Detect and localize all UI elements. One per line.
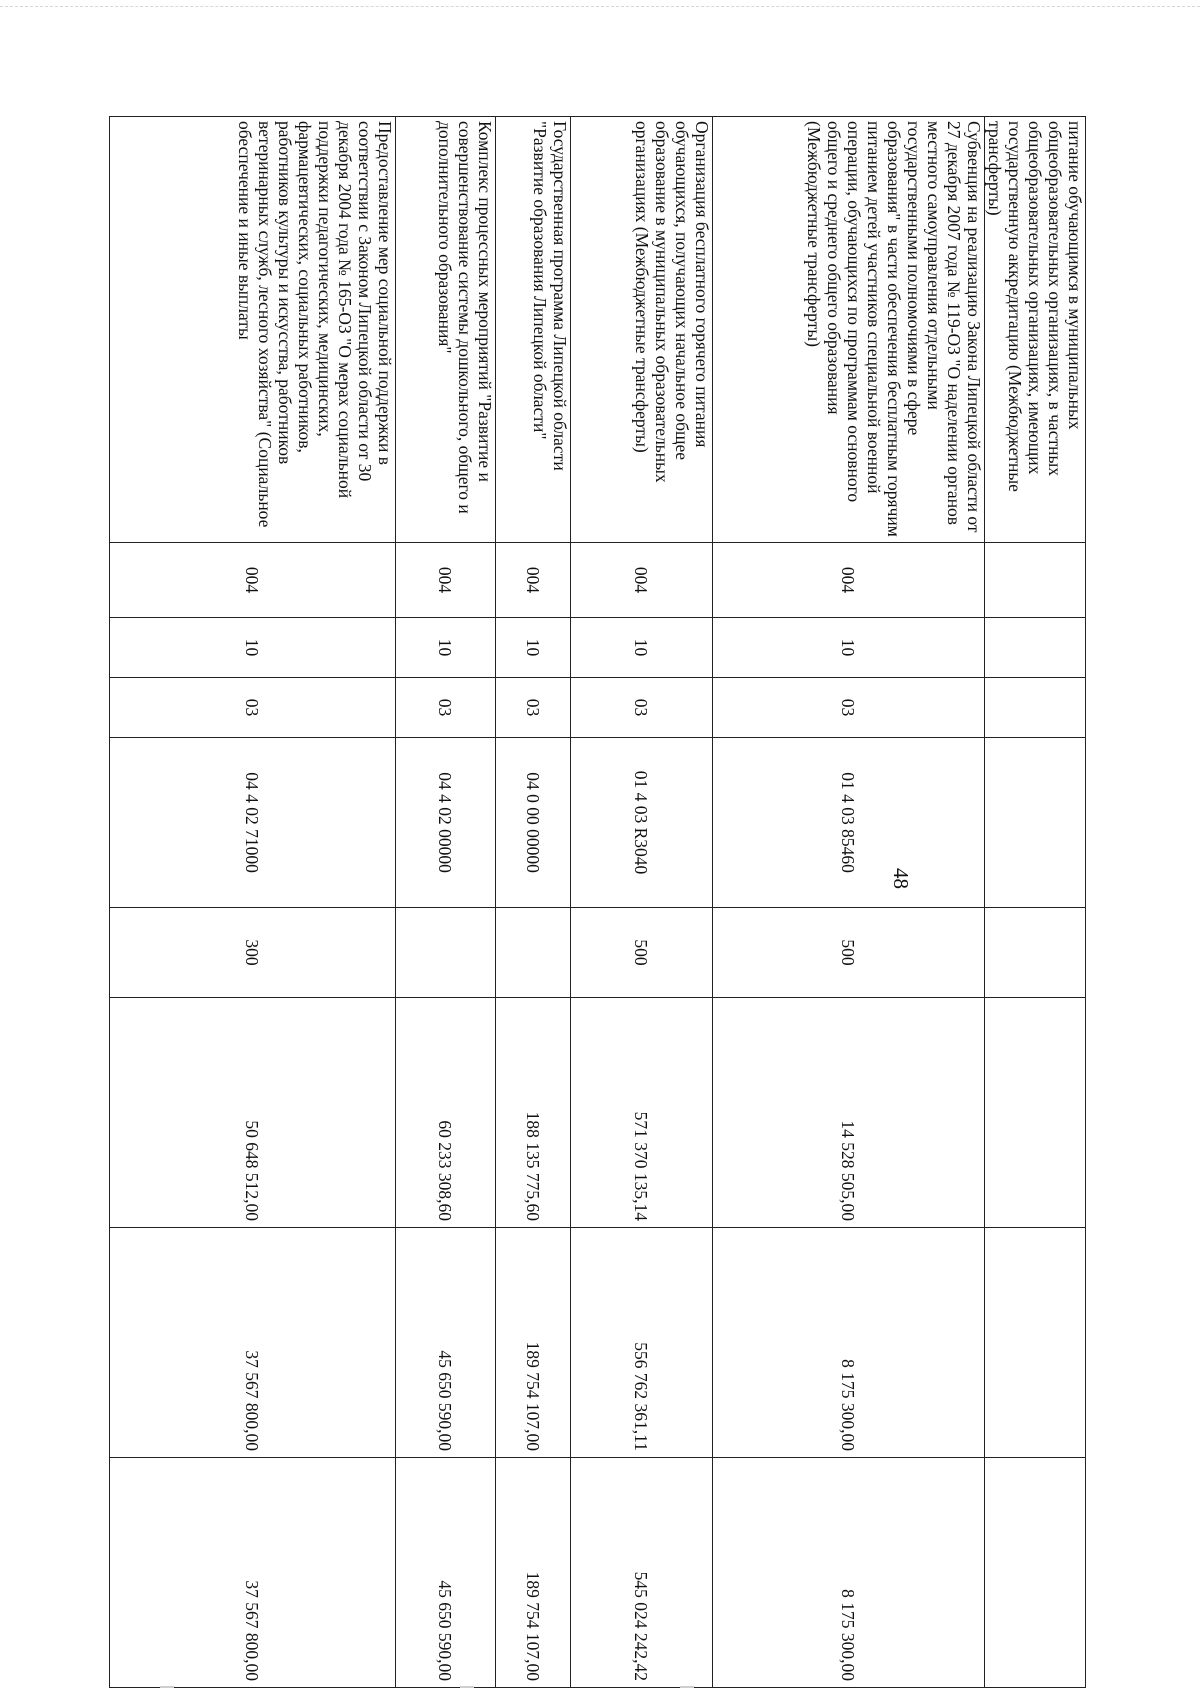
page-number-text: 48 bbox=[888, 867, 913, 889]
amount-year-1: 188 135 775,60 bbox=[496, 998, 571, 1228]
expense-type-code: 500 bbox=[571, 908, 713, 998]
amount-year-3: 8 175 300,00 bbox=[713, 1458, 985, 1688]
scan-edge-marks bbox=[0, 1686, 1200, 1696]
admin-code bbox=[985, 543, 1086, 618]
amount-year-3: 545 024 242,42 bbox=[571, 1458, 713, 1688]
table-row bbox=[496, 117, 571, 1688]
amount-year-3 bbox=[985, 1458, 1086, 1688]
section-code: 10 bbox=[571, 618, 713, 678]
subsection-code: 03 bbox=[496, 678, 571, 738]
section-code: 10 bbox=[110, 618, 396, 678]
subsection-code: 03 bbox=[571, 678, 713, 738]
amount-year-3: 45 650 590,00 bbox=[396, 1458, 496, 1688]
amount-year-2: 8 175 300,00 bbox=[713, 1228, 985, 1458]
amount-year-2 bbox=[985, 1228, 1086, 1458]
subsection-code: 03 bbox=[713, 678, 985, 738]
section-code: 10 bbox=[396, 618, 496, 678]
section-code bbox=[985, 618, 1086, 678]
target-code bbox=[985, 738, 1086, 908]
row-name: Организация бесплатного горячего питания обучающихся, получающих начальное общее образование в муниципальных образовательных организациях (Межбюджетные трансферты) bbox=[571, 117, 713, 543]
row-name: Комплекс процессных мероприятий "Развитие и совершенствование системы дошкольного, общего и дополнительного образования" bbox=[396, 117, 496, 543]
scan-edge-line bbox=[0, 6, 1200, 7]
admin-code: 004 bbox=[571, 543, 713, 618]
subsection-code: 03 bbox=[110, 678, 396, 738]
target-code: 01 4 03 R3040 bbox=[571, 738, 713, 908]
admin-code: 004 bbox=[110, 543, 396, 618]
admin-code: 004 bbox=[713, 543, 985, 618]
budget-table bbox=[109, 116, 1086, 1688]
amount-year-2: 45 650 590,00 bbox=[396, 1228, 496, 1458]
amount-year-1: 571 370 135,14 bbox=[571, 998, 713, 1228]
table-row bbox=[985, 117, 1086, 1688]
amount-year-1: 14 528 505,00 bbox=[713, 998, 985, 1228]
row-name: Предоставление мер социальной поддержки в соответствии с Законом Липецкой области от 30 декабря 2004 года № 165-ОЗ "О мерах социальной поддержки педагогических, медицинских, фармацевтических, социальных работников, работников культуры и искусства, работников ветеринарных служб, лесного хозяйства" (Социальное обеспечение и иные выплаты bbox=[110, 117, 396, 543]
amount-year-3: 189 754 107,00 bbox=[496, 1458, 571, 1688]
expense-type-code bbox=[985, 908, 1086, 998]
admin-code: 004 bbox=[496, 543, 571, 618]
row-name: Государственная программа Липецкой области "Развитие образования Липецкой области" bbox=[496, 117, 571, 543]
target-code: 04 4 02 71000 bbox=[110, 738, 396, 908]
admin-code: 004 bbox=[396, 543, 496, 618]
amount-year-1: 50 648 512,00 bbox=[110, 998, 396, 1228]
expense-type-code bbox=[396, 908, 496, 998]
amount-year-3: 37 567 800,00 bbox=[110, 1458, 396, 1688]
subsection-code bbox=[985, 678, 1086, 738]
row-name: питание обучающимся в муниципальных общеобразовательных организациях, в частных общеобразовательных организациях, имеющих государственную аккредитацию (Межбюджетные трансферты) bbox=[985, 117, 1086, 543]
table-row bbox=[396, 117, 496, 1688]
amount-year-2: 189 754 107,00 bbox=[496, 1228, 571, 1458]
target-code: 01 4 03 85460 bbox=[713, 738, 985, 908]
target-code: 04 0 00 00000 bbox=[496, 738, 571, 908]
table-row bbox=[110, 117, 396, 1688]
expense-type-code bbox=[496, 908, 571, 998]
subsection-code: 03 bbox=[396, 678, 496, 738]
amount-year-1 bbox=[985, 998, 1086, 1228]
section-code: 10 bbox=[713, 618, 985, 678]
amount-year-2: 37 567 800,00 bbox=[110, 1228, 396, 1458]
expense-type-code: 300 bbox=[110, 908, 396, 998]
expense-type-code: 500 bbox=[713, 908, 985, 998]
table-row bbox=[571, 117, 713, 1688]
section-code: 10 bbox=[496, 618, 571, 678]
table-row bbox=[713, 117, 985, 1688]
amount-year-2: 556 762 361,11 bbox=[571, 1228, 713, 1458]
amount-year-1: 60 233 308,60 bbox=[396, 998, 496, 1228]
rotated-table-container bbox=[119, 116, 1086, 1687]
row-name: Субвенция на реализацию Закона Липецкой области от 27 декабря 2007 года № 119-ОЗ "О наделении органов местного самоуправления отдельными государственными полномочиями в сфере образования" в части обеспечения бесплатным горячим питанием детей участников специальной военной операции, обучающихся по программам основного общего и среднего общего образования (Межбюджетные трансферты) bbox=[713, 117, 985, 543]
target-code: 04 4 02 00000 bbox=[396, 738, 496, 908]
